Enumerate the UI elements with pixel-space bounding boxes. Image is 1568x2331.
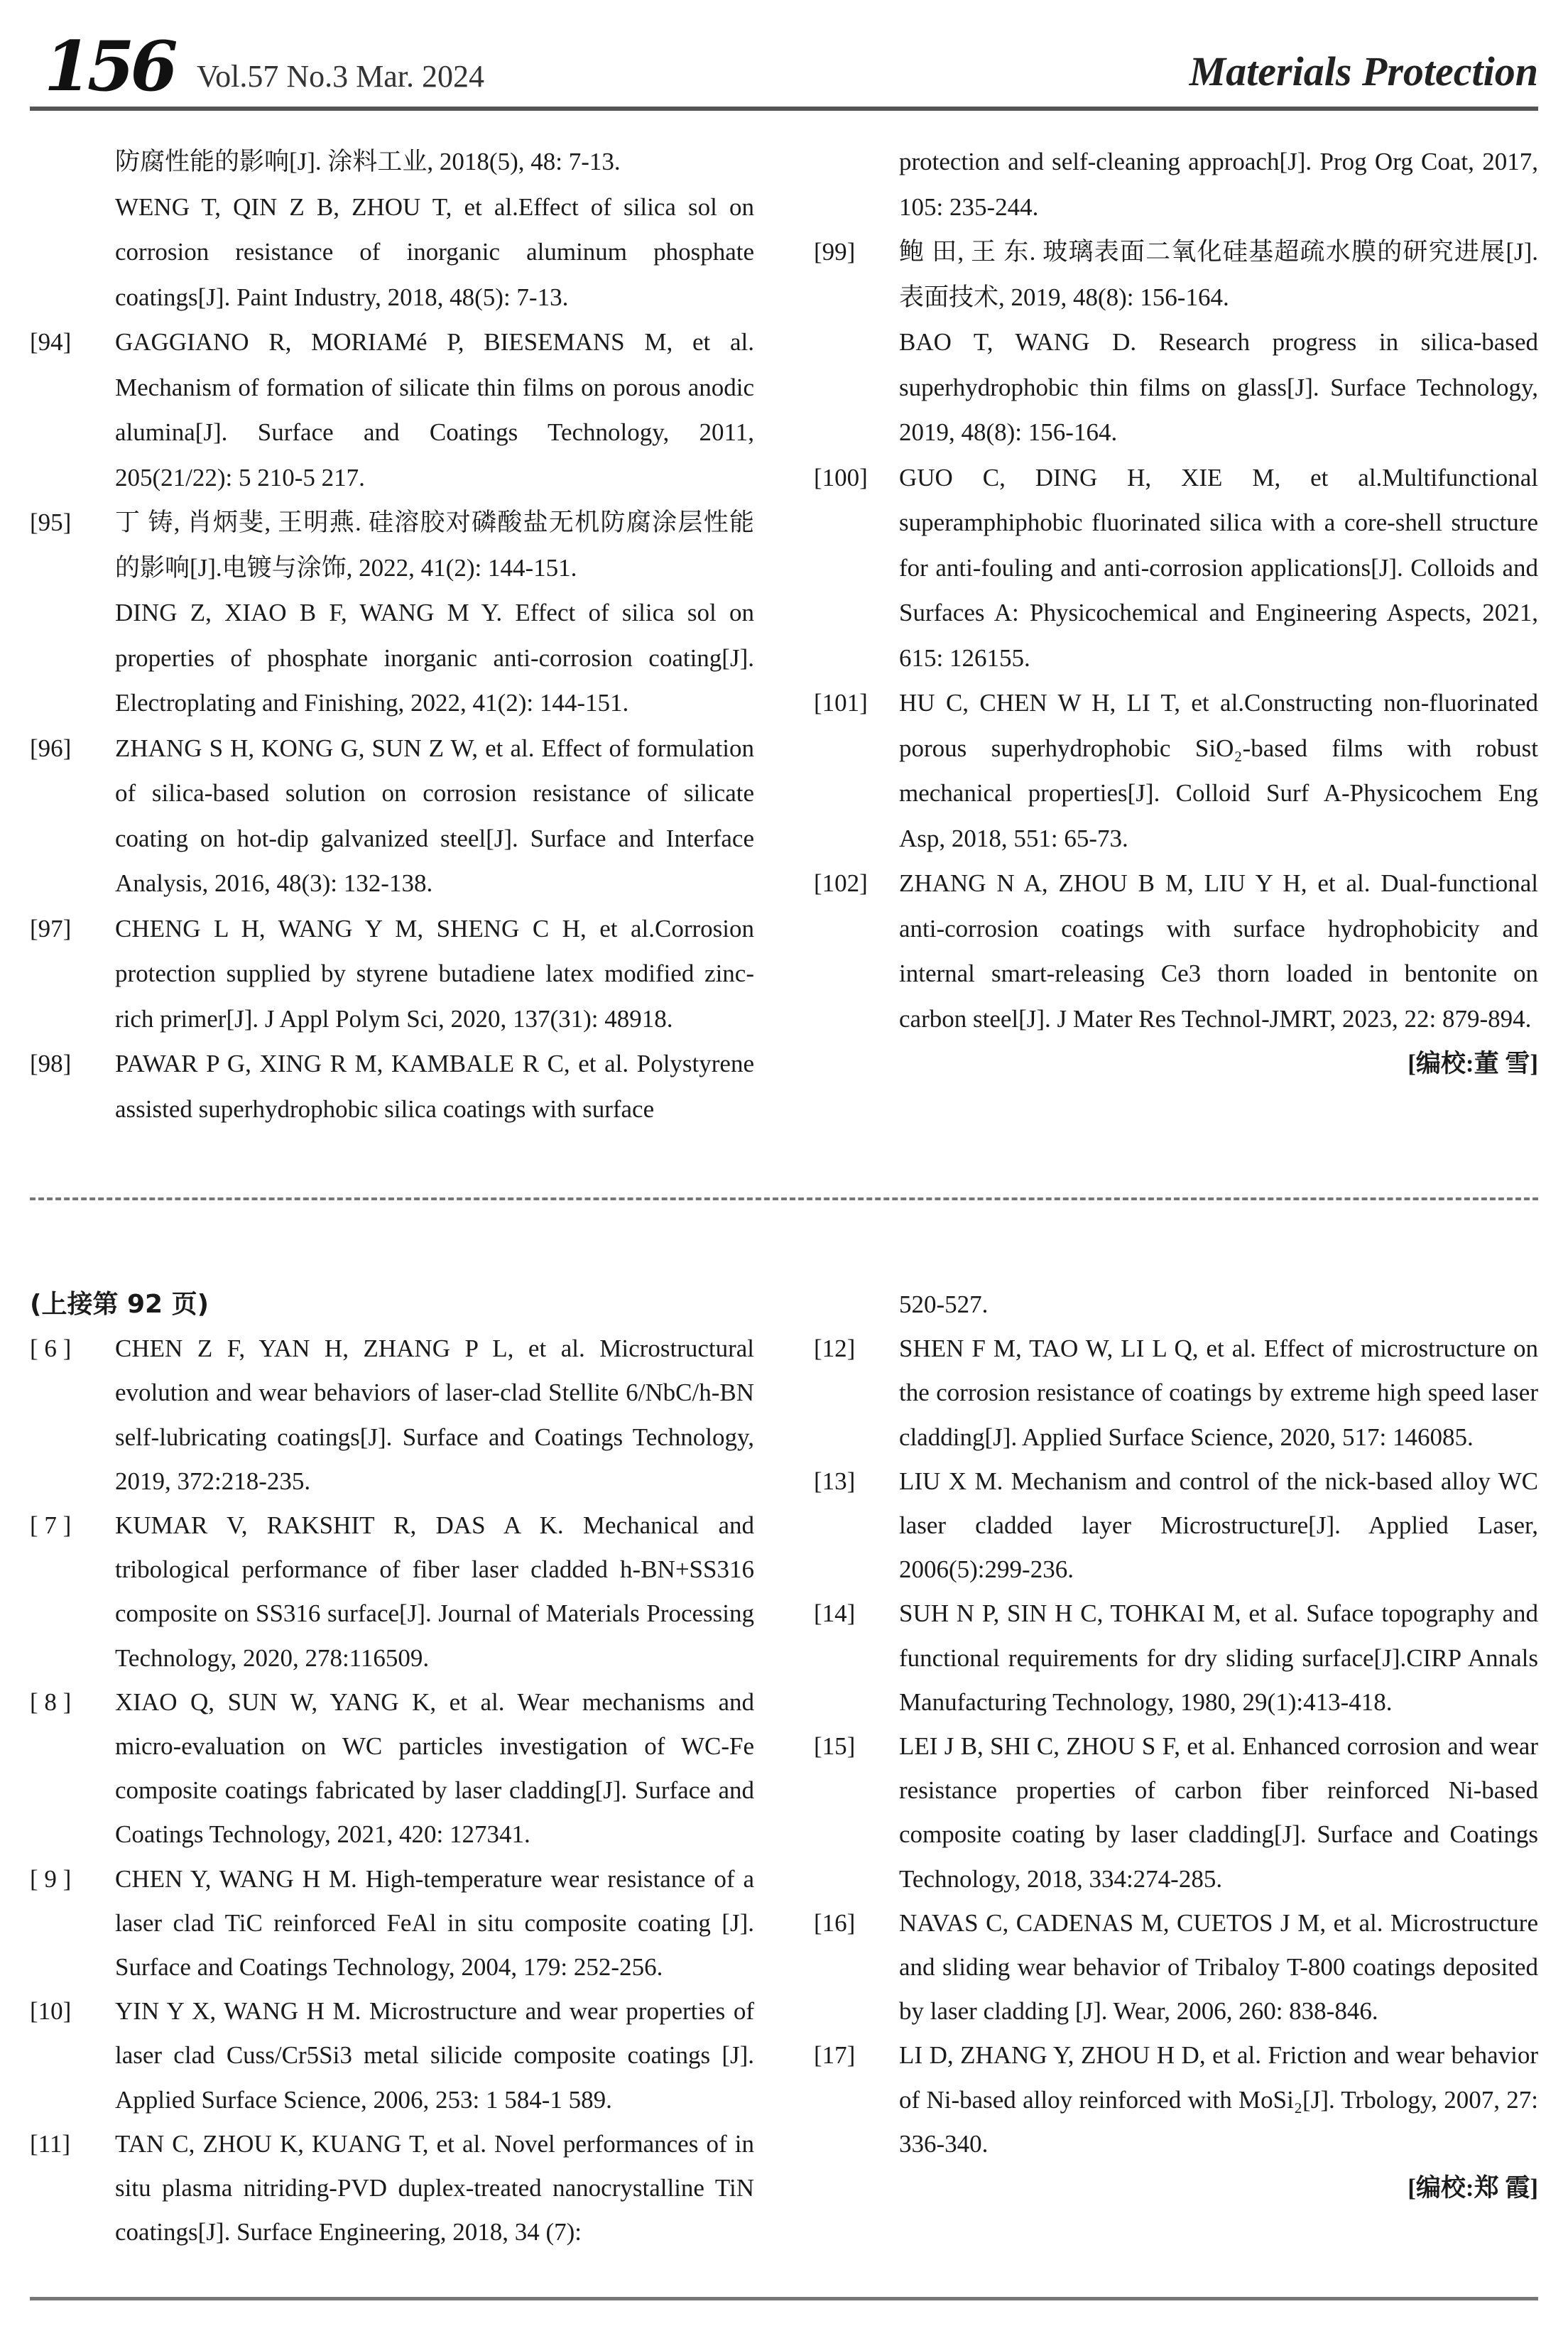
reference-number: [17]: [814, 2041, 856, 2070]
header-rule: [30, 107, 1538, 111]
reference-entry: [30, 1680, 754, 1857]
reference-entry: [30, 500, 754, 726]
reference-text: protection and self-cleaning approach[J]. Prog Org Coat, 2017, 105: 235-244.: [899, 148, 1538, 221]
reference-text: SHEN F M, TAO W, LI L Q, et al. Effect of microstructure on the corrosion resistance of coatings by extreme high speed laser cladding[J]. Applied Surface Science, 2020, 517: 146085.: [899, 1335, 1538, 1451]
journal-name: Materials Protection: [1189, 48, 1538, 94]
reference-text: PAWAR P G, XING R M, KAMBALE R C, et al. Polystyrene assisted superhydrophobic silica coatings with surface: [115, 1050, 754, 1123]
reference-number: [ 6 ]: [30, 1335, 72, 1363]
reference-number: [ 9 ]: [30, 1864, 72, 1893]
reference-number: [11]: [30, 2129, 71, 2158]
reference-number: [100]: [814, 463, 868, 491]
page-header: [30, 26, 1538, 109]
reference-number: [ 7 ]: [30, 1511, 72, 1540]
reference-number: [99]: [814, 238, 856, 266]
reference-text: SUH N P, SIN H C, TOHKAI M, et al. Suface topography and functional requirements for dry sliding surface[J].CIRP Annals Manufacturing Technology, 1980, 29(1):413-418.: [899, 1599, 1538, 1716]
reference-text: CHEN Y, WANG H M. High-temperature wear resistance of a laser clad TiC reinforced FeAl in situ composite coating [J]. Surface and Coatings Technology, 2004, 179: 252-256.: [115, 1864, 754, 1982]
reference-text: HU C, CHEN W H, LI T, et al.Constructing non-fluorinated porous superhydrophobic SiO₂-based films with robust mechanical properties[J]. Colloid Surf A-Physicochem Eng Asp, 2018, 551: 65-73.: [899, 689, 1538, 852]
reference-text: 鲍 田, 王 东. 玻璃表面二氧化硅基超疏水膜的研究进展[J]. 表面技术, 2019, 48(8): 156-164.: [899, 238, 1538, 311]
reference-entry: [814, 229, 1538, 455]
reference-entry: [30, 139, 754, 320]
reference-number: [102]: [814, 869, 868, 897]
reference-entry: [814, 680, 1538, 861]
reference-entry: [30, 1857, 754, 1990]
top-left-column: [30, 139, 754, 1131]
reference-number: [101]: [814, 689, 868, 717]
reference-number: [10]: [30, 1997, 72, 2026]
reference-text: WENG T, QIN Z B, ZHOU T, et al.Effect of silica sol on corrosion resistance of inorganic aluminum phosphate coatings[J]. Paint Industry, 2018, 48(5): 7-13.: [115, 192, 754, 311]
reference-entry: [30, 2122, 754, 2255]
bottom-left-column: [30, 1283, 754, 2254]
reference-text: ZHANG N A, ZHOU B M, LIU Y H, et al. Dual-functional anti-corrosion coatings with surface hydrophobicity and internal smart-releasing Ce3 thorn loaded in bentonite on carbon steel[J]. J Mater Res Technol-JMRT, 2023, 22: 879-894.: [899, 869, 1538, 1033]
reference-number: [15]: [814, 1732, 856, 1761]
reference-entry: [30, 1041, 754, 1131]
footer-rule: [30, 2297, 1538, 2300]
reference-number: [94]: [30, 328, 72, 356]
reference-entry: [30, 320, 754, 500]
reference-text: 丁 铸, 肖炳斐, 王明燕. 硅溶胶对磷酸盐无机防腐涂层性能的影响[J].电镀与涂饰, 2022, 41(2): 144-151.: [115, 509, 754, 582]
reference-text: LI D, ZHANG Y, ZHOU H D, et al. Friction and wear behavior of Ni-based alloy reinforced with MoSi₂[J]. Trbology, 2007, 27: 336-340.: [899, 2041, 1538, 2158]
page-number: 156: [44, 26, 174, 107]
reference-entry: [30, 906, 754, 1042]
reference-text: NAVAS C, CADENAS M, CUETOS J M, et al. Microstructure and sliding wear behavior of Tribaloy T-800 coatings deposited by laser cladding [J]. Wear, 2006, 260: 838-846.: [899, 1908, 1538, 2026]
reference-text: 520-527.: [899, 1291, 989, 1318]
reference-number: [95]: [30, 509, 72, 536]
reference-number: [12]: [814, 1335, 856, 1363]
reference-text: CHEN Z F, YAN H, ZHANG P L, et al. Microstructural evolution and wear behaviors of laser-clad Stellite 6/NbC/h-BN self-lubricating coatings[J]. Surface and Coatings Technology, 2019, 372:218-235.: [115, 1335, 754, 1495]
reference-text: 防腐性能的影响[J]. 涂料工业, 2018(5), 48: 7-13.: [115, 148, 621, 175]
continued-from-label: (上接第 92 页): [30, 1290, 209, 1319]
reference-entry: [814, 2033, 1538, 2166]
reference-entry: [814, 1724, 1538, 1901]
reference-text: BAO T, WANG D. Research progress in silica-based superhydrophobic thin films on glass[J]. Surface Technology, 2019, 48(8): 156-164.: [899, 328, 1538, 446]
reference-text: ZHANG S H, KONG G, SUN Z W, et al. Effect of formulation of silica-based solution on corrosion resistance of silicate coating on hot-dip galvanized steel[J]. Surface and Interface Analysis, 2016, 48(3): 132-138.: [115, 734, 754, 897]
reference-entry: [30, 1504, 754, 1680]
reference-entry: [814, 139, 1538, 229]
reference-entry: [814, 1460, 1538, 1592]
reference-entry: [814, 1283, 1538, 1327]
reference-number: [16]: [814, 1908, 856, 1937]
reference-entry: [30, 1989, 754, 2122]
reference-text: XIAO Q, SUN W, YANG K, et al. Wear mechanisms and micro-evaluation on WC particles investigation of WC-Fe composite coatings fabricated by laser cladding[J]. Surface and Coatings Technology, 2021, 420: 127341.: [115, 1688, 754, 1849]
top-right-column: [814, 139, 1538, 1087]
reference-text: DING Z, XIAO B F, WANG M Y. Effect of silica sol on properties of phosphate inorganic anti-corrosion coating[J]. Electroplating and Finishing, 2022, 41(2): 144-151.: [115, 599, 754, 717]
reference-entry: [814, 1901, 1538, 2034]
reference-text: GUO C, DING H, XIE M, et al.Multifunctional superamphiphobic fluorinated silica with a core-shell structure for anti-fouling and anti-corrosion applications[J]. Colloids and Surfaces A: Physicochemical and Engineering Aspects, 2021, 615: 126155.: [899, 463, 1538, 672]
reference-text: LIU X M. Mechanism and control of the nick-based alloy WC laser cladded layer Microstructure[J]. Applied Laser, 2006(5):299-236.: [899, 1467, 1538, 1584]
reference-entry: [814, 455, 1538, 681]
reference-text: GAGGIANO R, MORIAMé P, BIESEMANS M, et al. Mechanism of formation of silicate thin films on porous anodic alumina[J]. Surface and Coatings Technology, 2011, 205(21/22): 5 210-5 217.: [115, 328, 754, 491]
bottom-right-column: [814, 1283, 1538, 2210]
section-divider: [30, 1197, 1538, 1200]
reference-number: [97]: [30, 914, 72, 942]
reference-text: LEI J B, SHI C, ZHOU S F, et al. Enhanced corrosion and wear resistance properties of carbon fiber reinforced Ni-based composite coating by laser cladding[J]. Surface and Coatings Technology, 2018, 334:274-285.: [899, 1732, 1538, 1893]
volume-issue: Vol.57 No.3 Mar. 2024: [197, 59, 484, 94]
reference-text: YIN Y X, WANG H M. Microstructure and wear properties of laser clad Cuss/Cr5Si3 metal silicide composite coatings [J]. Applied Surface Science, 2006, 253: 1 584-1 589.: [115, 1997, 754, 2114]
reference-number: [96]: [30, 734, 72, 762]
reference-entry: [814, 1592, 1538, 1724]
reference-number: [14]: [814, 1599, 856, 1628]
editor-credit: [编校:郑 霞]: [1408, 2174, 1538, 2202]
reference-text: TAN C, ZHOU K, KUANG T, et al. Novel performances of in situ plasma nitriding-PVD duplex-treated nanocrystalline TiN coatings[J]. Surface Engineering, 2018, 34 (7):: [115, 2129, 754, 2246]
reference-entry: [30, 726, 754, 906]
reference-text: KUMAR V, RAKSHIT R, DAS A K. Mechanical and tribological performance of fiber laser cladded h-BN+SS316 composite on SS316 surface[J]. Journal of Materials Processing Technology, 2020, 278:116509.: [115, 1511, 754, 1672]
reference-number: [13]: [814, 1467, 856, 1495]
reference-text: CHENG L H, WANG Y M, SHENG C H, et al.Corrosion protection supplied by styrene butadiene latex modified zinc-rich primer[J]. J Appl Polym Sci, 2020, 137(31): 48918.: [115, 914, 754, 1033]
editor-credit: [编校:董 雪]: [1408, 1050, 1538, 1077]
reference-number: [98]: [30, 1050, 72, 1077]
reference-number: [ 8 ]: [30, 1688, 72, 1716]
reference-entry: [814, 1327, 1538, 1460]
reference-entry: [30, 1327, 754, 1504]
reference-entry: [814, 861, 1538, 1041]
